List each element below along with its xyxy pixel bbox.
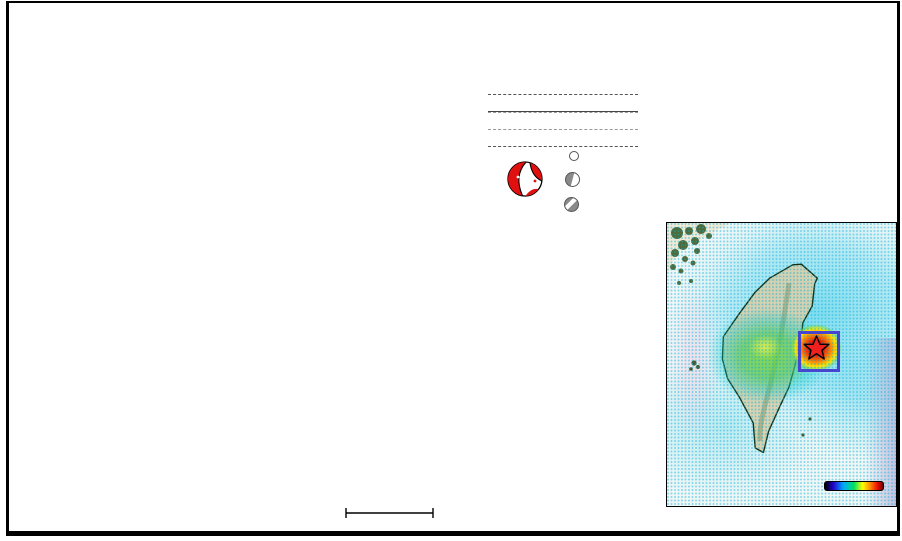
clvd-icon (564, 197, 579, 212)
map-colorbar (824, 479, 886, 492)
nodal-plane-table (488, 94, 638, 147)
dc-icon (565, 172, 580, 187)
misfit-reduction-plot (638, 52, 902, 204)
plane2-row (488, 129, 638, 146)
best-fit-solution-panel (486, 14, 662, 214)
time-scale-bar (345, 505, 437, 519)
map-pink-field (667, 278, 719, 448)
map-yellow-core (743, 331, 787, 363)
taiwan-misfit-map (666, 222, 897, 507)
iso-icon (569, 151, 579, 161)
plane1-row (488, 112, 638, 129)
map-land-svg (667, 223, 896, 506)
map-stipple-overlay (667, 223, 896, 506)
colorbar-gradient (824, 481, 884, 491)
focal-mechanism-beachball-icon (506, 160, 544, 198)
epicenter-star-icon (803, 335, 830, 361)
table-header-row (488, 95, 638, 112)
map-cyan-field (667, 223, 896, 506)
